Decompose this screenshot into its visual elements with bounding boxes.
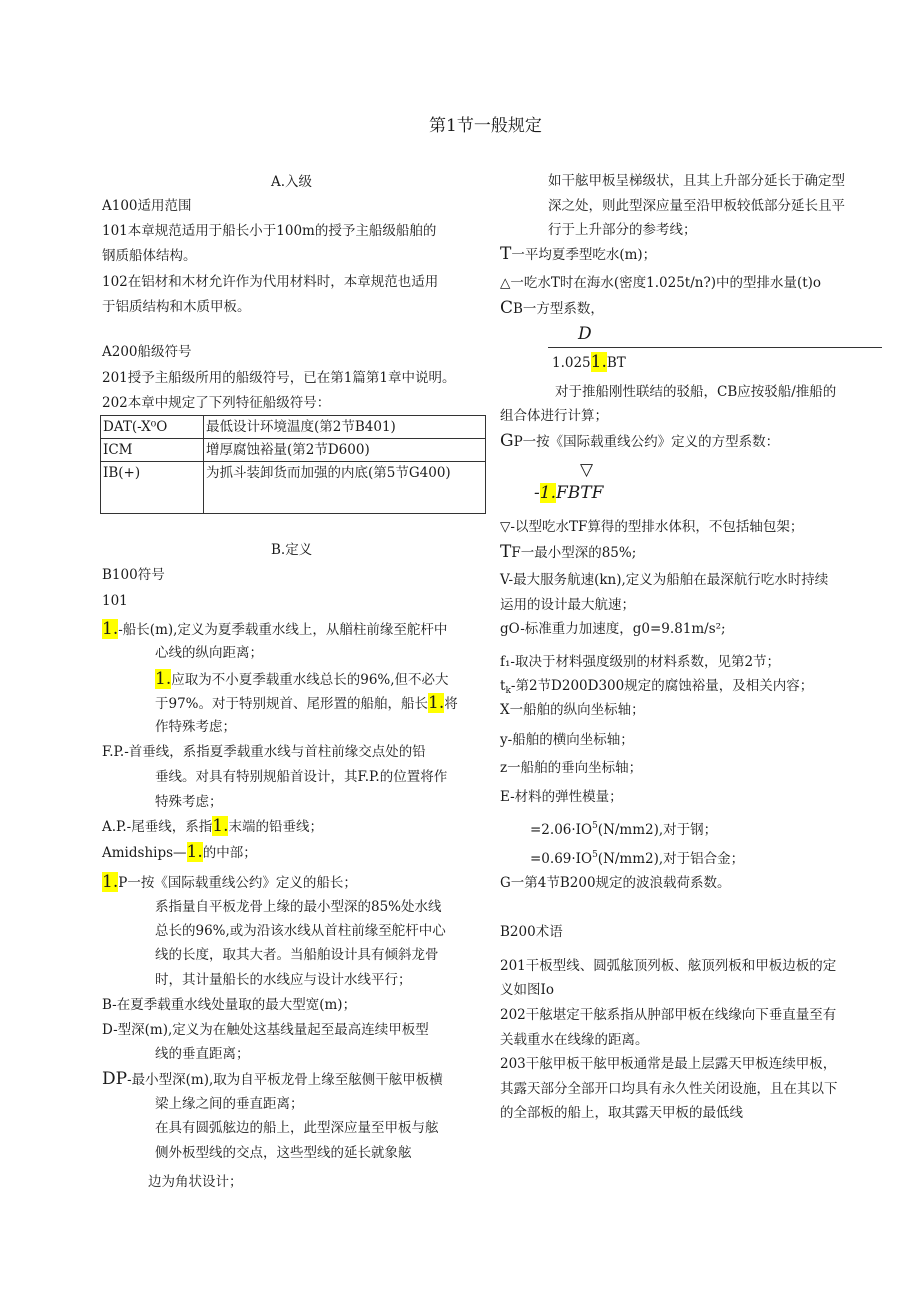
def-dp-line3: 在具有圆弧舷边的船上，此型深应量至甲板与舷 [155, 1120, 439, 1136]
highlight-symbol: 1. [102, 619, 119, 639]
table-cell-description: 最低设计环境温度(第2节B401) [204, 416, 486, 439]
table-row [101, 439, 486, 462]
def-dp-line2: 梁上缘之间的垂直距离； [155, 1096, 304, 1112]
def-v-line1: V-最大服务航速(kn),定义为船舶在最深航行吃水时持续 [500, 572, 829, 588]
a200-heading: A200船级符号 [102, 344, 192, 360]
def-nabla: ▽-以型吃水TF算得的型排水体积，不包括轴包架； [500, 519, 804, 535]
def-d-line1: D-型深(m),定义为在触处这基线量起至最高连续甲板型 [102, 1022, 429, 1038]
def-tk: $t_k-$第2节D200D300规定的腐蚀裕量，及相关内容； [500, 678, 814, 696]
def-y: y-船舶的横向坐标轴； [500, 732, 634, 748]
def-dp-line1: DP-最小型深(m),取为自平板龙骨上缘至舷侧干舷甲板横 [102, 1069, 443, 1089]
highlight-symbol: 1. [155, 669, 172, 689]
section-b-heading: B.定义 [271, 542, 313, 558]
def-x: X一船舶的纵向坐标轴； [500, 702, 645, 718]
class-notation-table [100, 415, 486, 514]
term-203-line3: 的全部板的船上，取其露天甲板的最低线 [500, 1105, 743, 1121]
section-a-heading: A.入级 [271, 174, 313, 190]
para-201: 201授予主船级所用的船级符号，已在第1篇第1章中说明。 [102, 370, 456, 386]
para-102-line2: 于铝质结构和木质甲板。 [102, 299, 251, 315]
term-203-line2: 其露天部分全部开口均具有永久性关闭设施，且在其以下 [500, 1081, 838, 1097]
def-l-line2: 心线的纵向距离； [155, 645, 263, 661]
para-101-line2: 钢质船体结构。 [102, 248, 197, 264]
def-l-line5: 作特殊考虑； [155, 719, 236, 735]
def-l-line3: 1.应取为不小夏季载重水线总长的96%,但不必大 [155, 669, 449, 689]
def-dp-line4: 侧外板型线的交点，这些型线的延长就象舷 [155, 1145, 412, 1161]
table-row [101, 416, 486, 439]
highlight-symbol: 1. [212, 816, 229, 836]
b200-heading: B200术语 [500, 924, 563, 940]
right-para-line2: 深之处，则此型深应量至沿甲板较低部分延长且平 [548, 198, 845, 214]
table-cell-description: 为抓斗装卸货而加强的内底(第5节G400) [204, 462, 486, 514]
fraction-numerator: D [578, 324, 592, 344]
def-lp-line4: 线的长度，取其大者。当船舶设计具有倾斜龙骨 [155, 947, 439, 963]
def-dp-line5: 边为角状设计； [148, 1174, 243, 1190]
term-202-line2: 关载重水在线缘的距离。 [500, 1032, 649, 1048]
term-201-line1: 201干板型线、圆弧舷顶列板、舷顶列板和甲板边板的定 [500, 958, 837, 974]
highlight-symbol: 1. [539, 483, 556, 503]
def-lp-line5: 时，其计量船长的水线应与设计水线平行； [155, 972, 412, 988]
term-201-line2: 义如图Io [500, 982, 554, 998]
def-fp-line3: 特殊考虑； [155, 794, 223, 810]
table-cell-symbol: ICM [101, 439, 204, 462]
def-fp-line1: F.P.-首垂线，系指夏季载重水线与首柱前缘交点处的铅 [102, 744, 426, 760]
highlight-symbol: 1. [428, 693, 445, 713]
def-g-wave: G一第4节B200规定的波浪载荷系数。 [500, 875, 731, 891]
para-101-line1: 101本章规范适用于船长小于100m的授予主船级船舶的 [102, 223, 437, 239]
table-cell-description: 增厚腐蚀裕量(第2节D600) [204, 439, 486, 462]
def-delta: △一吃水T时在海水(密度1.025t/n?)中的型排水量(t)o [500, 275, 822, 291]
def-lp-line2: 系指量自平板龙骨上缘的最小型深的85%处水线 [155, 899, 442, 915]
highlight-symbol: 1. [590, 352, 607, 372]
def-t: T一平均夏季型吃水(m)； [500, 244, 657, 264]
def-tf: TF一最小型深的85%; [500, 542, 637, 562]
right-para-line1: 如干舷甲板呈梯级状，且其上升部分延长于确定型 [548, 173, 845, 189]
table-row [101, 462, 486, 514]
def-e-alu: $=0.69\cdot IO^5(N/mm2)$,对于铝合金； [530, 850, 745, 867]
right-para-line3: 行于上升部分的参考线； [548, 222, 697, 238]
def-e: E-材料的弹性模量； [500, 789, 623, 805]
para-102-line1: 102在铝材和木材允许作为代用材料时，本章规范也适用 [102, 274, 439, 290]
b100-heading: B100符号 [102, 567, 165, 583]
term-203-line1: 203干舷甲板干舷甲板通常是最上层露天甲板连续甲板， [500, 1056, 837, 1072]
fraction-bar [548, 347, 882, 348]
page-title: 第1节一般规定 [429, 116, 542, 136]
def-g0: gO-标准重力加速度，g0=9.81m/s²; [500, 621, 726, 637]
table-cell-symbol: DAT(-X⁰O [101, 416, 204, 439]
a100-heading: A100适用范围 [102, 198, 192, 214]
def-fp-line2: 垂线。对具有特别规船首设计，其F.P.的位置将作 [155, 769, 448, 785]
def-lp-line1: 1.P一按《国际载重线公约》定义的船长； [102, 872, 357, 892]
term-202-line1: 202干舷堪定干舷系指从肿部甲板在线缘向下垂直量至有 [500, 1007, 837, 1023]
def-e-steel: $=2.06\cdot IO^5(N/mm2)$,对于钢； [530, 821, 718, 838]
push-line2: 组合体进行计算； [500, 408, 608, 424]
def-z: z一船舶的垂向坐标轴； [500, 760, 643, 776]
def-gp: GP一按《国际载重线公约》定义的方型系数： [500, 431, 780, 451]
def-ap: A.P.-尾垂线，系指1.末端的铅垂线； [102, 816, 323, 836]
highlight-symbol: 1. [186, 842, 203, 862]
para-202: 202本章中规定了下列特征船级符号： [102, 395, 331, 411]
def-f1: f₁-取决于材料强度级别的材料系数，见第2节； [500, 654, 781, 670]
def-l-line1: 1.-船长(m),定义为夏季载重水线上，从艏柱前缘至舵杆中 [102, 619, 448, 639]
def-d-line2: 线的垂直距离； [155, 1046, 250, 1062]
def-amidships: Amidships—1.的中部； [102, 842, 257, 862]
nabla-symbol: ▽ [580, 460, 594, 480]
def-l-line4: 于97%。对于特别规首、尾形置的船舶，船长1.将 [155, 693, 458, 713]
highlight-symbol: 1. [102, 872, 119, 892]
def-cb: CB一方型系数， [500, 298, 604, 318]
fraction-denominator: 1.0251.BT [552, 352, 626, 372]
table-cell-symbol: IB(+) [101, 462, 204, 514]
fraction2-denominator: -1.FBTF [534, 483, 604, 503]
def-lp-line3: 总长的96%,或为沿该水线从首柱前缘至舵杆中心 [155, 923, 446, 939]
def-b: B-在夏季载重水线处量取的最大型宽(m)； [102, 997, 357, 1013]
def-v-line2: 运用的设计最大航速； [500, 597, 635, 613]
push-line1: 对于推船刚性联结的驳船，CB应按驳船/推船的 [555, 384, 837, 400]
para-number-101: 101 [102, 593, 128, 609]
